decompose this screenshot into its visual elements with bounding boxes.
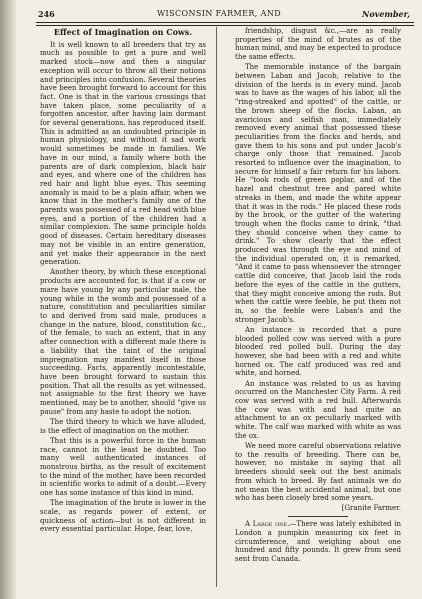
article-paragraph: Another theory, by which these exceptional products are accounted for, is that if a cow or mare have young by any particular male, the young while in the womb and possessed of a nature, constitution and peculiarities similar to and derived from said male, produces a change in the nature, blood, constitution &c., of the female, to such an extent, that in any after connection with a different male there is a liability that the taint of the original impregnation may manifest itself in those succeeding. Facts, apparently incontestable, have been brought forward to sustain this position. That all the results as yet witnessed, not assignable to the first theory we have mentioned, may be to another, should "give us pause" from any haste to adopt the notion. xyxy=(40,268,206,416)
newspaper-page xyxy=(16,0,422,599)
article-paragraph: An instance is recorded that a pure blooded polled cow was served with a pure blooded red polled bull. During the day however, she had been with a red and white horned ox. The calf produced was red and white, and horned. xyxy=(235,325,401,378)
brief-note-text: —There was lately exhibited in London a pumpkin measuring six feet in circumference, and weighing about one hundred and fifty pounds. It grew from seed sent from Canada. xyxy=(235,520,401,563)
article-paragraph: The third theory to which we have alluded, is the effect of imagination on the mother. xyxy=(40,417,206,435)
running-head xyxy=(16,8,422,20)
article-paragraph: We need more careful observations relative to the results of breeding. There can be, however, no mistake in saying that all breeders should seek out the best animals from which to breed. By fast animals we do not mean the best accidental animal, but one who has been closely bred some years. xyxy=(235,442,401,503)
right-column xyxy=(235,27,401,589)
journal-title: WISCONSIN FARMER, AND xyxy=(156,9,282,18)
brief-note xyxy=(235,520,401,564)
brief-note-label: A Large one. xyxy=(245,520,290,529)
left-column xyxy=(40,27,206,589)
column-divider xyxy=(216,27,217,587)
article-credit: [Granite Farmer. xyxy=(341,504,401,513)
article-paragraph: An instance was related to us as having occurred on the Manchester City Farm. A red cow was served with a red bull. Afterwards the cow was with and had quite an attachment to an ox peculiarly marked with white. The calf was marked with white as was the ox. xyxy=(235,379,401,440)
book-spine-shadow xyxy=(0,0,16,599)
article-paragraph: It is well known to all breeders that try as much as possible to get a pure and well marked stock—now and then a singular exception will occur to throw all their notions and principles into confusion. Several theories have been brought forward to account for this fact. One is that in the various crossings that have taken place, some peculiarity of a forgotten ancestor, after having lain dormant for several generations, has reproduced itself. This is admitted as an undoubted principle in human physiology, and without it sad work would sometimes be made in families. We have in our mind, a family where both the parents are of dark complexion, black hair and eyes, and where one of the children has red hair and light blue eyes. This seeming anomaly is maid to be a plain affair, when we know that in the mother's family one of the parents was possessed of a red head with blue eyes, and a portion of the children had a similar complexion. The same principle holds good of diseases. Certain hereditary diseases may not be visible in an entire generation, and yet make their appearance in the next generation. xyxy=(40,40,206,267)
article-paragraph: That this is a powerful force in the human race, cannot in the least be doubted. Too many well authenticated instances of monstrous births, as the result of excitement to the mind of the mother, have been recorded in scientific works to admit of a doubt.—Every one has some instance of this kind in mind. xyxy=(40,436,206,498)
page-number: 246 xyxy=(38,9,55,19)
article-headline: Effect of Imagination on Cows. xyxy=(53,27,193,37)
article-paragraph: friendship, disgust &c.,—are as really properties of the mind of brutes as of the human mind, and may be expected to produce the same effects. xyxy=(235,27,401,62)
header-rule xyxy=(36,22,414,26)
article-paragraph: The imagination of the brute is lower in the scale, as regards power of extent, or quickness of action—but is not different in every essential particular. Hope, fear, love, xyxy=(40,499,206,534)
article-separator xyxy=(288,516,348,517)
issue-month: November, xyxy=(362,9,410,19)
article-paragraph: The memorable instance of the bargain between Laban and Jacob, relative to the division of the herds is in every mind. Jacob was to have as the wages of his labor, all the "ring-streaked and spotted" of the cattle, or the brown sheep of the flocks. Laban, an avaricious and selfish man, immediately removed every animal that possessed these peculiarities from the flocks and herds, and gave them to his sons and put under Jacob's charge only those that remained. Jacob resorted to influence over the imagination, to secure for himself a fair return for his labors. He "took rods of green poplar, and of the hazel and chestnut tree and pared white streaks in them, and made the white appear that it was in the rods." He placed these rods by the brook, or the gutter of the watering trough when the flocks came to drink, "that they should conceive when they came to drink." To show clearly that the effect produced was through the eye and mind of the individual operated on, it is remarked, "And it came to pass whensoever the stronger cattle did conceive, that Jacob laid the rods before the eyes of the cattle in the gutters, that they might conceive among the rods. But when the cattle were feeble, he put them not in, so the feeble were Laban's and the stronger Jacob's. xyxy=(235,63,401,324)
